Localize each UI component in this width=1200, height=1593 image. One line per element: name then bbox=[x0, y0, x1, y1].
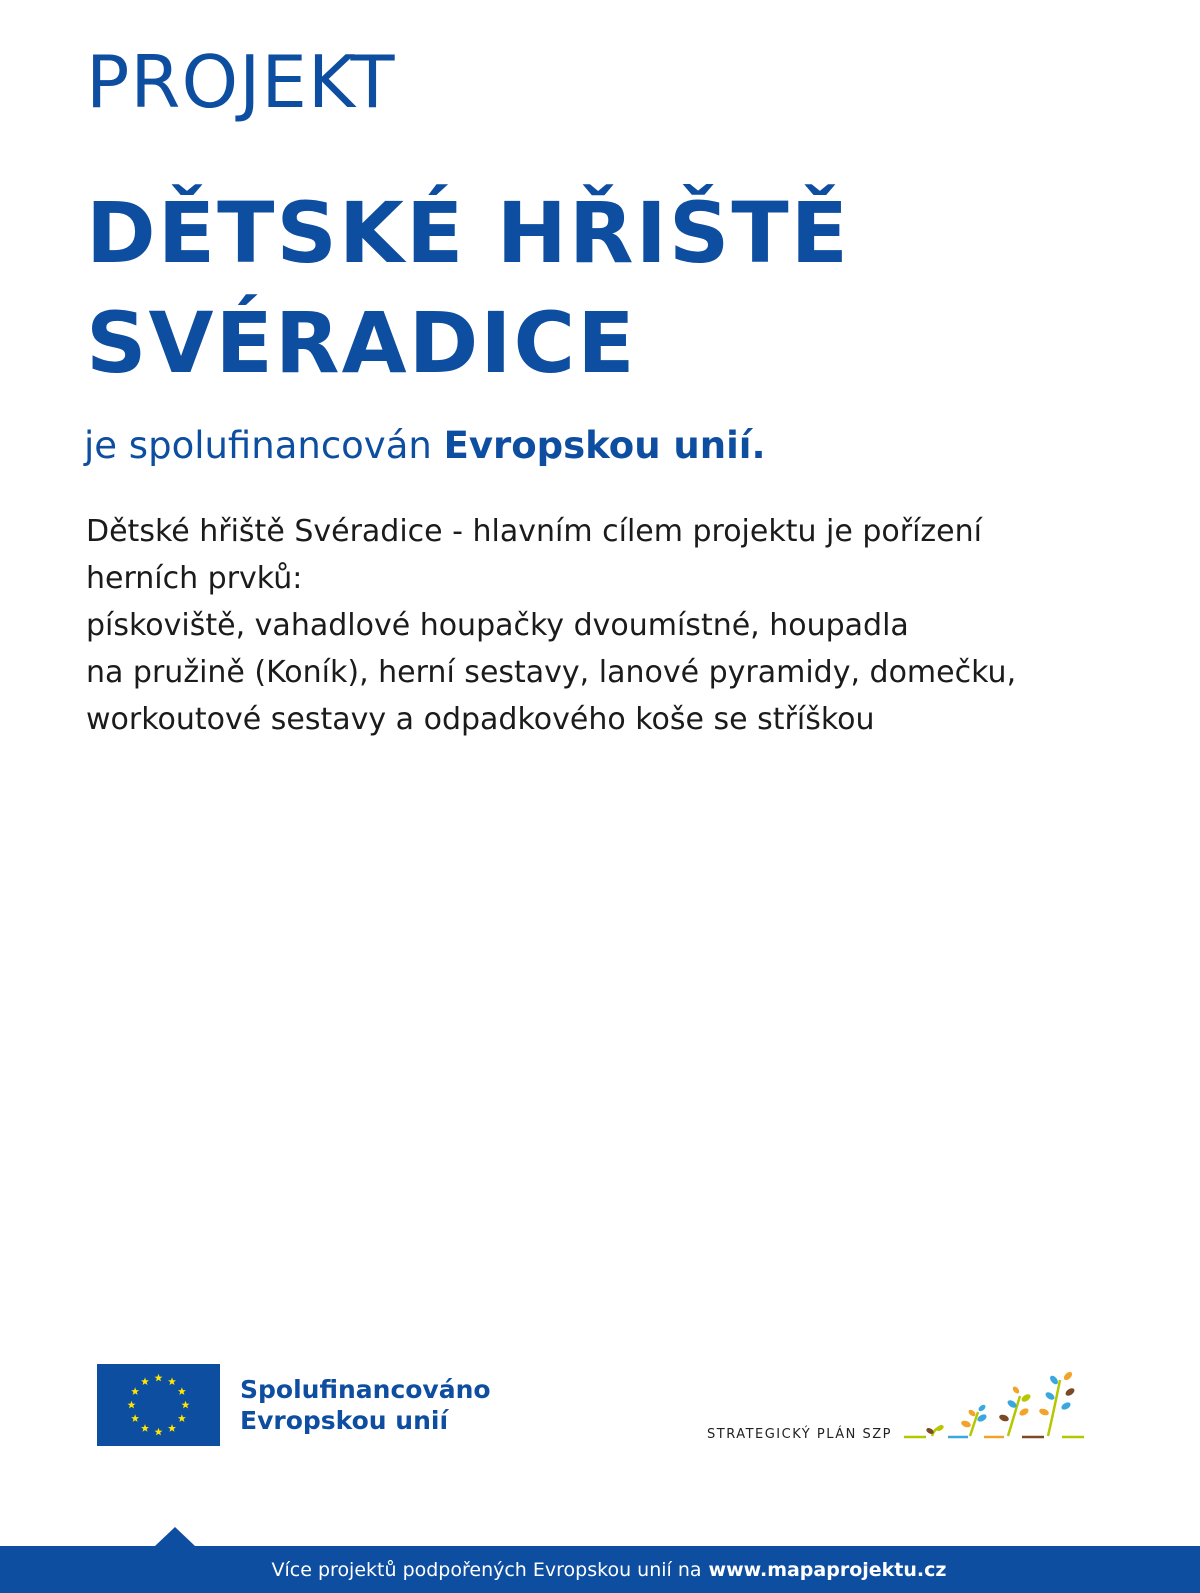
eu-cofinanced-logo bbox=[97, 1364, 491, 1446]
project-description bbox=[86, 508, 1126, 743]
footer-notch bbox=[155, 1527, 195, 1546]
description-line: Dětské hřiště Svéradice - hlavním cílem projektu je pořízení bbox=[86, 514, 982, 549]
szp-sprouts-icon bbox=[904, 1366, 1097, 1446]
description-line: herních prvků: bbox=[86, 561, 303, 596]
project-title-line-2: SVÉRADICE bbox=[86, 294, 637, 392]
eu-logo-line-1: Spolufinancováno bbox=[240, 1375, 491, 1404]
szp-logo bbox=[707, 1366, 1097, 1446]
project-title bbox=[86, 178, 850, 398]
description-line: na pružině (Koník), herní sestavy, lanové pyramidy, domečku, bbox=[86, 655, 1017, 690]
description-line: pískoviště, vahadlové houpačky dvoumístné, houpadla bbox=[86, 608, 909, 643]
description-line: workoutové sestavy a odpadkového koše se stříškou bbox=[86, 702, 875, 737]
cofinanced-eu: Evropskou unií. bbox=[443, 424, 766, 467]
eu-logo-line-2: Evropskou unií bbox=[240, 1406, 449, 1435]
footer-link[interactable]: www.mapaprojektu.cz bbox=[708, 1558, 947, 1581]
project-title-line-1: DĚTSKÉ HŘIŠTĚ bbox=[86, 184, 851, 282]
footer-text: Více projektů podpořených Evropskou unií na bbox=[271, 1558, 702, 1581]
eu-flag-icon bbox=[97, 1364, 220, 1446]
project-label: PROJEKT bbox=[86, 40, 396, 124]
cofinanced-prefix: je spolufinancován bbox=[84, 424, 432, 467]
szp-logo-text: STRATEGICKÝ PLÁN SZP bbox=[707, 1427, 892, 1442]
footer-bar bbox=[0, 1546, 1200, 1593]
cofinanced-statement bbox=[84, 424, 766, 468]
